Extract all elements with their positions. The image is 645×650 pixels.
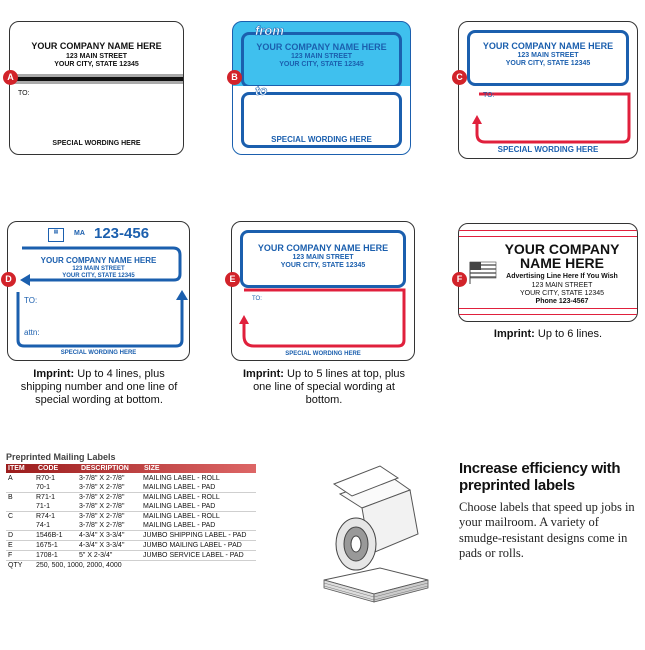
advertising-line: Advertising Line Here If You Wish — [506, 273, 618, 280]
letter-e-badge: E — [225, 272, 240, 287]
letter-f-badge: F — [452, 272, 467, 287]
label-d — [7, 221, 190, 361]
city-state: YOUR CITY, STATE 12345 — [62, 273, 135, 279]
cell-item — [6, 502, 34, 512]
caption-e-text: Up to 5 lines at top, plus one line of special wording at bottom. — [253, 368, 406, 407]
company-name: YOUR COMPANY NAME HERE — [40, 256, 157, 265]
cell-code: R70-1 — [36, 475, 56, 482]
street-address: 123 MAIN STREET — [531, 282, 593, 289]
label-f — [458, 223, 638, 322]
red-arrow-frame — [232, 222, 415, 361]
cell-item — [6, 521, 34, 531]
cell-item: E — [6, 541, 34, 551]
cell-item: QTY — [6, 561, 34, 571]
cell-item: A — [8, 475, 13, 482]
cell-code: R71-1 — [34, 493, 77, 503]
cell-item: D — [6, 531, 34, 541]
company-line-1: YOUR COMPANY — [504, 241, 620, 257]
bottom-red-stripes — [459, 308, 637, 315]
top-red-stripes — [459, 230, 637, 237]
cell-size: MAILING LABEL - PAD — [143, 503, 216, 510]
street-address: 123 MAIN STREET — [65, 53, 128, 60]
cell-item — [6, 483, 34, 493]
table-row — [6, 493, 256, 503]
cell-desc: 5" X 2-3/4" — [77, 551, 141, 561]
to-script: to — [255, 83, 268, 98]
letter-c-badge: C — [452, 70, 467, 85]
cell-desc: 3-7/8" X 2-7/8" — [79, 503, 125, 510]
cell-code: 70-1 — [36, 484, 51, 491]
special-wording: SPECIAL WORDING HERE — [285, 351, 361, 357]
promo-body: Choose labels that speed up jobs in your mailroom. A variety of smudge-resistant designs come in pads or rolls. — [459, 500, 635, 560]
cell-size: MAILING LABEL - ROLL — [141, 493, 256, 503]
cell-item: C — [6, 512, 34, 522]
barcode-box: ▦ — [48, 228, 64, 242]
cell-size: MAILING LABEL - ROLL — [143, 475, 220, 482]
table-row — [6, 541, 256, 551]
cell-size: JUMBO SHIPPING LABEL - PAD — [141, 531, 256, 541]
caption-f-text: Up to 6 lines. — [537, 328, 603, 340]
city-state: YOUR CITY, STATE 12345 — [54, 61, 139, 68]
street-address: 123 MAIN STREET — [72, 266, 125, 272]
special-wording: SPECIAL WORDING HERE — [271, 135, 372, 144]
blue-arrow-frame — [8, 222, 190, 361]
table-row — [6, 483, 256, 493]
cell-desc: 4-3/4" X 3-3/4" — [77, 541, 141, 551]
cell-code: R74-1 — [34, 512, 77, 522]
cell-desc: 3-7/8" X 2-7/8" — [77, 493, 141, 503]
cell-code: 71-1 — [36, 503, 51, 510]
city-state: YOUR CITY, STATE 12345 — [519, 290, 605, 297]
cell-size: JUMBO MAILING LABEL - PAD — [141, 541, 256, 551]
company-name: YOUR COMPANY NAME HERE — [257, 243, 389, 253]
header-item: ITEM — [8, 465, 25, 472]
cell-code: 1675-1 — [34, 541, 77, 551]
cell-size: MAILING LABEL - PAD — [143, 522, 216, 529]
items-table — [6, 474, 256, 570]
cell-code: 250, 500, 1000, 2000, 4000 — [34, 561, 256, 571]
caption-f — [468, 328, 628, 341]
cell-desc: 3-7/8" X 2-7/8" — [79, 475, 125, 482]
header-description: DESCRIPTION — [81, 465, 129, 472]
table-row — [6, 474, 256, 483]
labels-roll-and-pad-illustration — [318, 462, 436, 606]
promo-heading: Increase efficiency with preprinted labels — [459, 460, 621, 495]
city-state: YOUR CITY, STATE 12345 — [505, 60, 591, 67]
table-row — [6, 551, 256, 561]
cell-desc: 3-7/8" X 2-7/8" — [79, 522, 125, 529]
street-address: 123 MAIN STREET — [290, 53, 353, 60]
red-arrow-frame — [459, 22, 638, 159]
caption-f-bold: Imprint: — [493, 328, 535, 340]
header-code: CODE — [38, 465, 59, 472]
cell-desc: 3-7/8" X 2-7/8" — [77, 512, 141, 522]
company-name: YOUR COMPANY NAME HERE — [482, 41, 614, 51]
shipping-number: 123-456 — [94, 225, 150, 242]
cell-desc: 3-7/8" X 2-7/8" — [79, 484, 125, 491]
to-label: TO: — [18, 90, 30, 97]
cell-item: B — [6, 493, 34, 503]
cell-desc: 4-3/4" X 3-3/4" — [77, 531, 141, 541]
table-row — [6, 561, 256, 571]
special-wording: SPECIAL WORDING HERE — [60, 350, 137, 356]
caption-e — [236, 368, 412, 408]
ma-prefix: MA — [74, 230, 85, 237]
to-label: TO: — [24, 296, 38, 305]
table-header — [6, 464, 256, 473]
city-state: YOUR CITY, STATE 12345 — [280, 262, 366, 269]
cell-size: MAILING LABEL - PAD — [143, 484, 216, 491]
street-address: 123 MAIN STREET — [292, 254, 354, 261]
company-name: YOUR COMPANY NAME HERE — [31, 41, 162, 51]
label-e — [231, 221, 415, 361]
phone-line: Phone 123-4567 — [535, 298, 589, 305]
cell-code: 74-1 — [36, 522, 51, 529]
letter-a-badge: A — [3, 70, 18, 85]
table-row — [6, 521, 256, 531]
table-row — [6, 531, 256, 541]
city-state: YOUR CITY, STATE 12345 — [279, 61, 364, 68]
attn-label: attn: — [24, 328, 40, 337]
to-label: TO: — [483, 92, 495, 99]
cell-code: 1546B-1 — [34, 531, 77, 541]
to-label: TO: — [252, 296, 262, 302]
label-c — [458, 21, 638, 159]
company-line-2: NAME HERE — [519, 255, 604, 271]
black-stripe — [10, 77, 183, 81]
caption-d-text: Up to 4 lines, plus shipping number and one line of special wording at bottom. — [20, 368, 178, 407]
label-b — [232, 21, 411, 155]
label-a — [9, 21, 184, 155]
cell-code: 1708-1 — [34, 551, 77, 561]
caption-e-bold: Imprint: — [242, 368, 284, 380]
street-address: 123 MAIN STREET — [517, 52, 579, 59]
table-title: Preprinted Mailing Labels — [6, 452, 116, 462]
cell-size: JUMBO SERVICE LABEL - PAD — [141, 551, 256, 561]
cell-size: MAILING LABEL - ROLL — [141, 512, 256, 522]
caption-d — [14, 368, 184, 408]
special-wording: SPECIAL WORDING HERE — [52, 140, 141, 147]
letter-b-badge: B — [227, 70, 242, 85]
from-script: from — [255, 23, 284, 38]
header-size: SIZE — [144, 465, 160, 472]
company-name: YOUR COMPANY NAME HERE — [256, 42, 387, 52]
table-row — [6, 502, 256, 512]
cell-item: F — [6, 551, 34, 561]
special-wording: SPECIAL WORDING HERE — [497, 145, 599, 154]
table-row — [6, 512, 256, 522]
caption-d-bold: Imprint: — [33, 368, 75, 380]
letter-d-badge: D — [1, 272, 16, 287]
